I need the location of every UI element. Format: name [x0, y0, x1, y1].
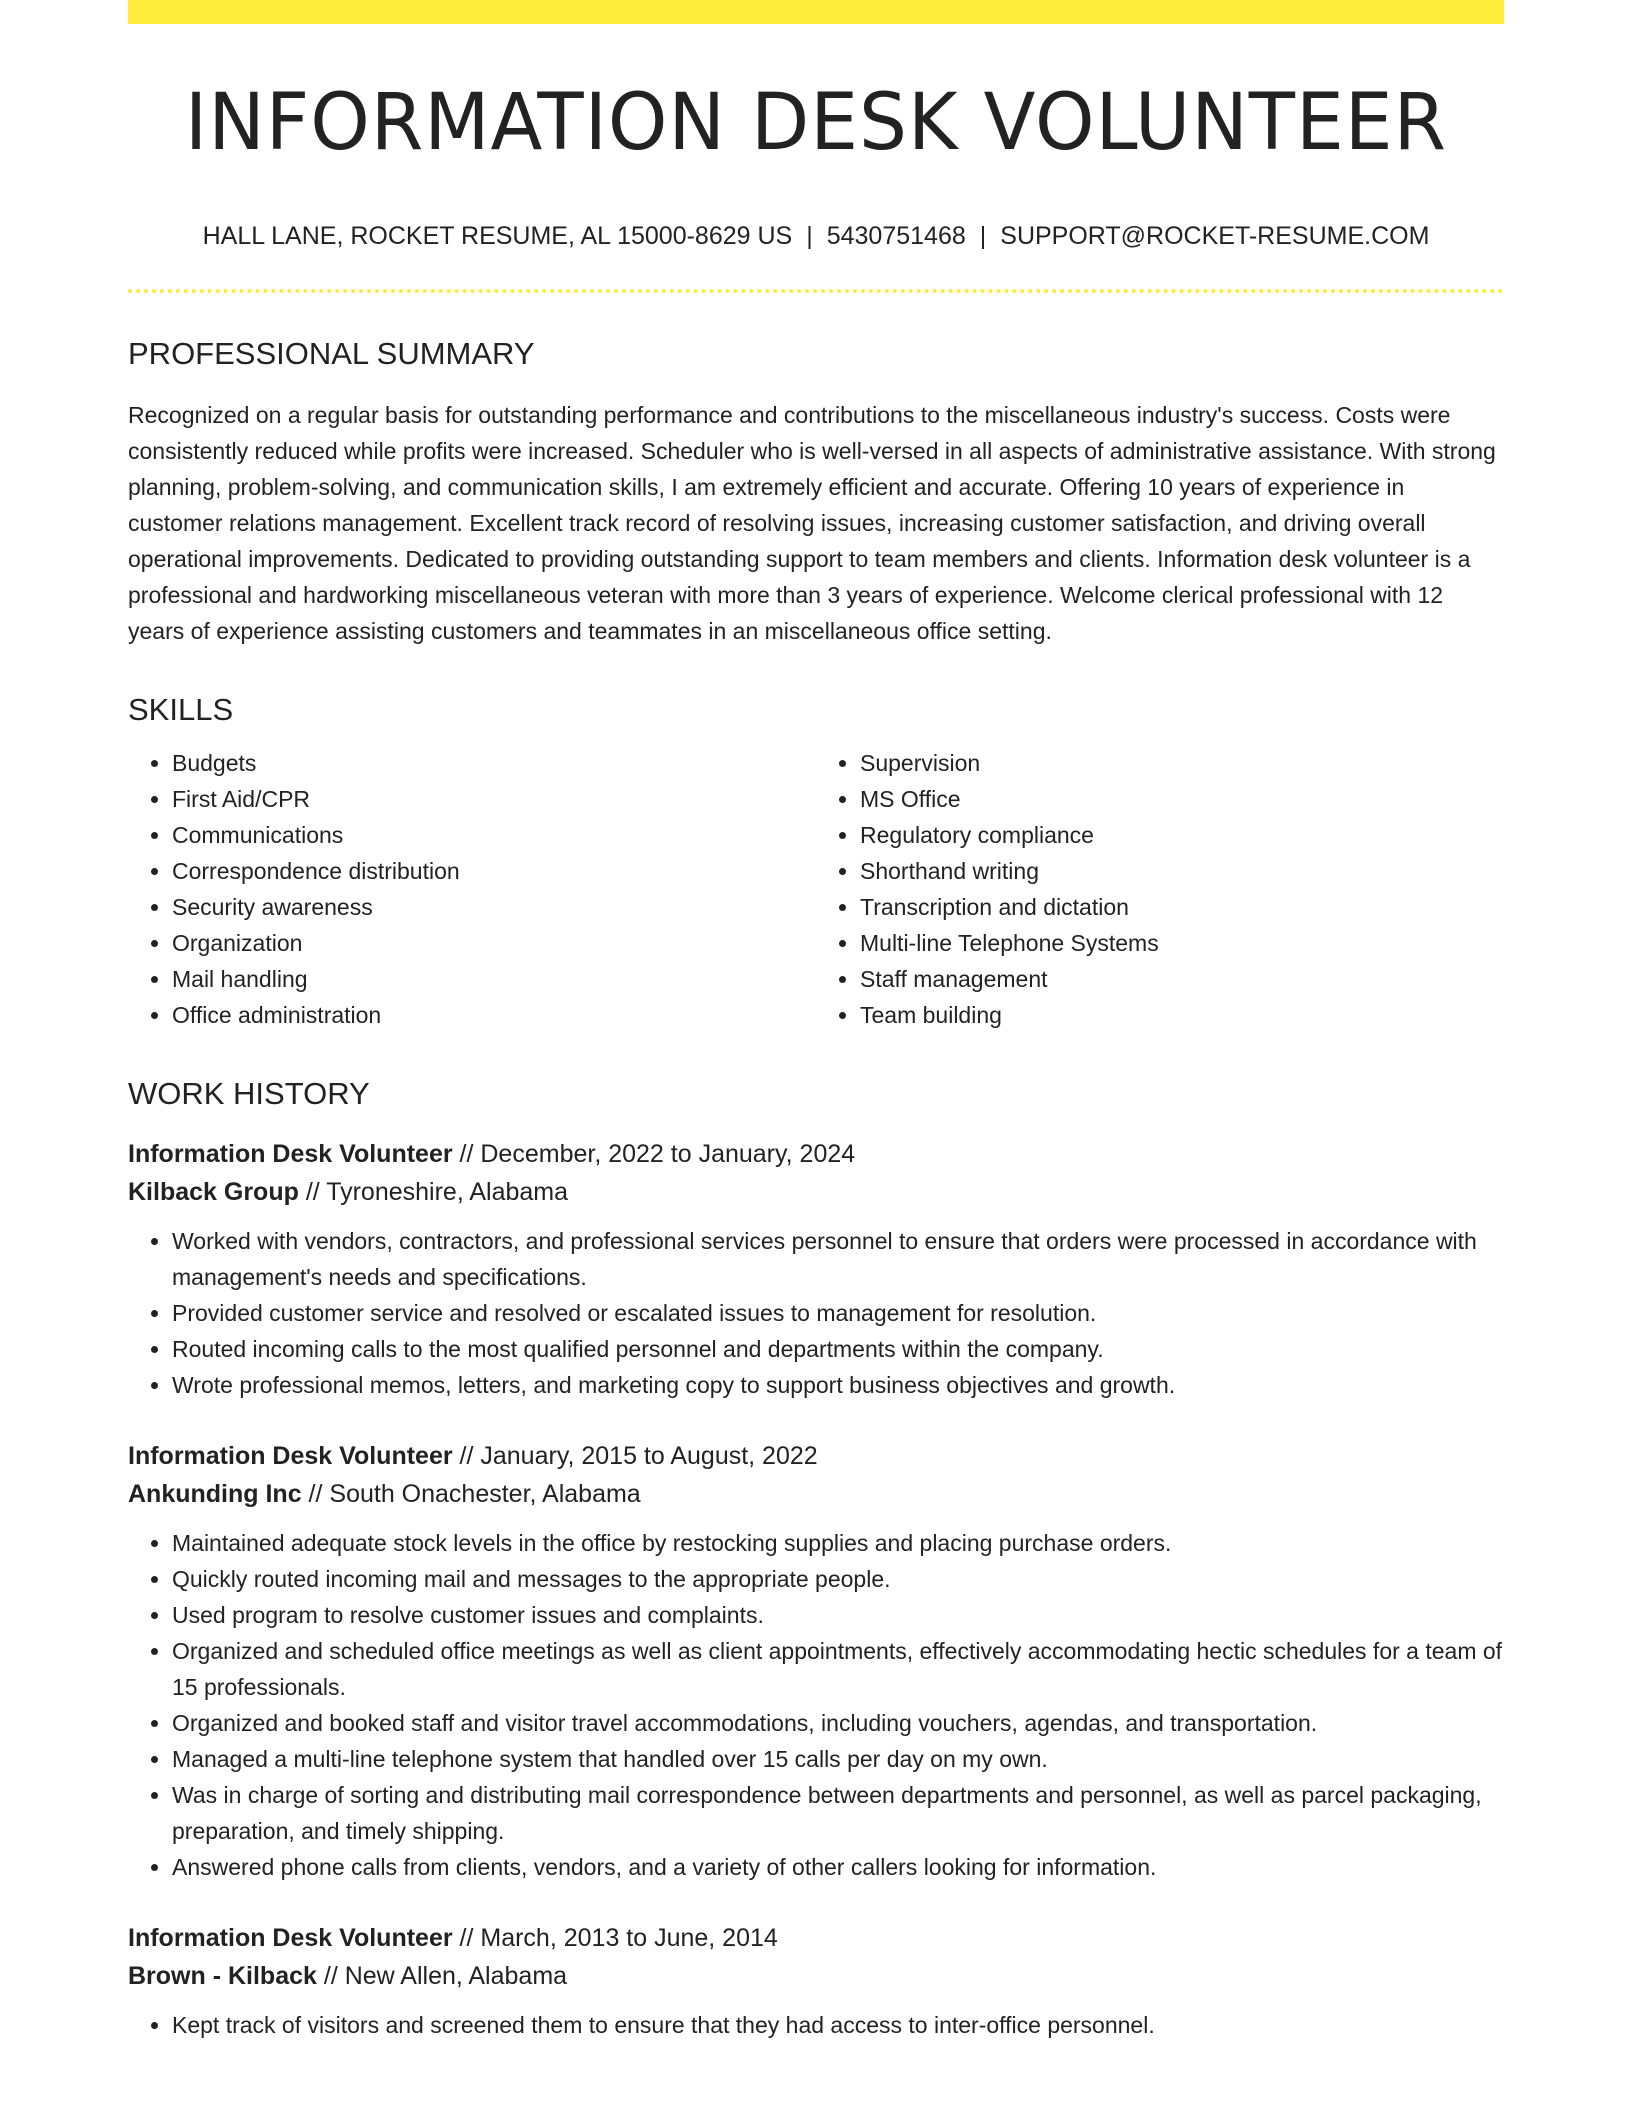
job-entry	[128, 1437, 1504, 1885]
duty-item: • Routed incoming calls to the most qualified personnel and departments within the company.	[172, 1331, 1504, 1367]
summary-text: Recognized on a regular basis for outstanding performance and contributions to the miscellaneous industry's success. Costs were consistently reduced while profits were increased. Scheduler who is well-versed in all aspects of administrative assistance. With strong planning, problem-solving, and communication skills, I am extremely efficient and accurate. Offering 10 years of experience in customer relations management. Excellent track record of resolving issues, increasing customer satisfaction, and driving overall operational improvements. Dedicated to providing outstanding support to team members and clients. Information desk volunteer is a professional and hardworking miscellaneous veteran with more than 3 years of experience. Welcome clerical professional with 12 years of experience assisting customers and teammates in an miscellaneous office setting.	[128, 401, 1496, 644]
job-company-line	[128, 1475, 1504, 1513]
job-title-line	[128, 1135, 1504, 1173]
duty-item: • Quickly routed incoming mail and messages to the appropriate people.	[172, 1561, 1504, 1597]
skills-list	[128, 745, 1504, 1033]
skill-item: • Security awareness	[172, 889, 816, 925]
skills-column-left	[128, 745, 816, 1033]
job-location: // South Onachester, Alabama	[301, 1480, 641, 1509]
contact-phone: 5430751468	[826, 221, 966, 250]
duty-item: • Used program to resolve customer issues and complaints.	[172, 1597, 1504, 1633]
job-company: Ankunding Inc	[128, 1480, 302, 1509]
duty-item: • Provided customer service and resolved or escalated issues to management for resolution.	[172, 1295, 1504, 1331]
contact-line	[128, 221, 1504, 251]
job-title-line	[128, 1919, 1504, 1957]
job-role: Information Desk Volunteer	[128, 1924, 453, 1953]
section-title-skills: SKILLS	[128, 691, 234, 727]
job-duties	[128, 1525, 1504, 1885]
contact-separator: |	[806, 221, 813, 250]
job-company: Brown - Kilback	[128, 1962, 317, 1991]
dotted-divider	[128, 289, 1504, 293]
job-location: // New Allen, Alabama	[316, 1962, 568, 1991]
skill-item: • Correspondence distribution	[172, 853, 816, 889]
duty-item: • Was in charge of sorting and distributing mail correspondence between departments and personnel, as well as parcel packaging, preparation, and timely shipping.	[172, 1777, 1504, 1849]
skill-item: • Budgets	[172, 745, 816, 781]
duty-item: • Wrote professional memos, letters, and marketing copy to support business objectives and growth.	[172, 1367, 1504, 1403]
skills-column-right	[816, 745, 1504, 1033]
skill-item: • Mail handling	[172, 961, 816, 997]
job-duties	[128, 1223, 1504, 1403]
skill-item: • Office administration	[172, 997, 816, 1033]
skill-item: • MS Office	[860, 781, 1504, 817]
job-dates: // March, 2013 to June, 2014	[452, 1924, 778, 1953]
skill-item: • First Aid/CPR	[172, 781, 816, 817]
job-entry	[128, 1919, 1504, 2043]
duty-item: • Maintained adequate stock levels in the office by restocking supplies and placing purchase orders.	[172, 1525, 1504, 1561]
duty-item: • Kept track of visitors and screened them to ensure that they had access to inter-office personnel.	[172, 2007, 1504, 2043]
section-title-work-history: WORK HISTORY	[128, 1076, 370, 1112]
job-role: Information Desk Volunteer	[128, 1442, 453, 1471]
skill-item: • Team building	[860, 997, 1504, 1033]
duty-item: • Worked with vendors, contractors, and professional services personnel to ensure that orders were processed in accordance with management's needs and specifications.	[172, 1223, 1504, 1295]
skill-item: • Multi-line Telephone Systems	[860, 925, 1504, 961]
job-company-line	[128, 1173, 1504, 1211]
job-entry	[128, 1135, 1504, 1403]
skill-item: • Staff management	[860, 961, 1504, 997]
accent-top-bar	[128, 0, 1504, 24]
job-company: Kilback Group	[128, 1178, 299, 1207]
contact-separator: |	[979, 221, 987, 250]
skill-item: • Transcription and dictation	[860, 889, 1504, 925]
job-role: Information Desk Volunteer	[128, 1140, 453, 1169]
job-company-line	[128, 1957, 1504, 1995]
duty-item: • Managed a multi-line telephone system that handled over 15 calls per day on my own.	[172, 1741, 1504, 1777]
skill-item: • Supervision	[860, 745, 1504, 781]
duty-item: • Organized and booked staff and visitor travel accommodations, including vouchers, agendas, and transportation.	[172, 1705, 1504, 1741]
duty-item: • Answered phone calls from clients, vendors, and a variety of other callers looking for information.	[172, 1849, 1504, 1885]
job-duties	[128, 2007, 1504, 2043]
skill-item: • Communications	[172, 817, 816, 853]
candidate-name: INFORMATION DESK VOLUNTEER	[184, 78, 1448, 168]
job-location: // Tyroneshire, Alabama	[298, 1178, 569, 1207]
duty-item: • Organized and scheduled office meetings as well as client appointments, effectively accommodating hectic schedules for a team of 15 professionals.	[172, 1633, 1504, 1705]
job-dates: // December, 2022 to January, 2024	[452, 1140, 856, 1169]
contact-address: HALL LANE, ROCKET RESUME, AL 15000-8629 US	[202, 221, 793, 250]
contact-email: SUPPORT@ROCKET-RESUME.COM	[1000, 221, 1430, 250]
skill-item: • Regulatory compliance	[860, 817, 1504, 853]
skill-item: • Organization	[172, 925, 816, 961]
resume-page	[128, 0, 1504, 2043]
job-title-line	[128, 1437, 1504, 1475]
section-title-summary: PROFESSIONAL SUMMARY	[128, 335, 535, 371]
job-dates: // January, 2015 to August, 2022	[452, 1442, 818, 1471]
skill-item: • Shorthand writing	[860, 853, 1504, 889]
